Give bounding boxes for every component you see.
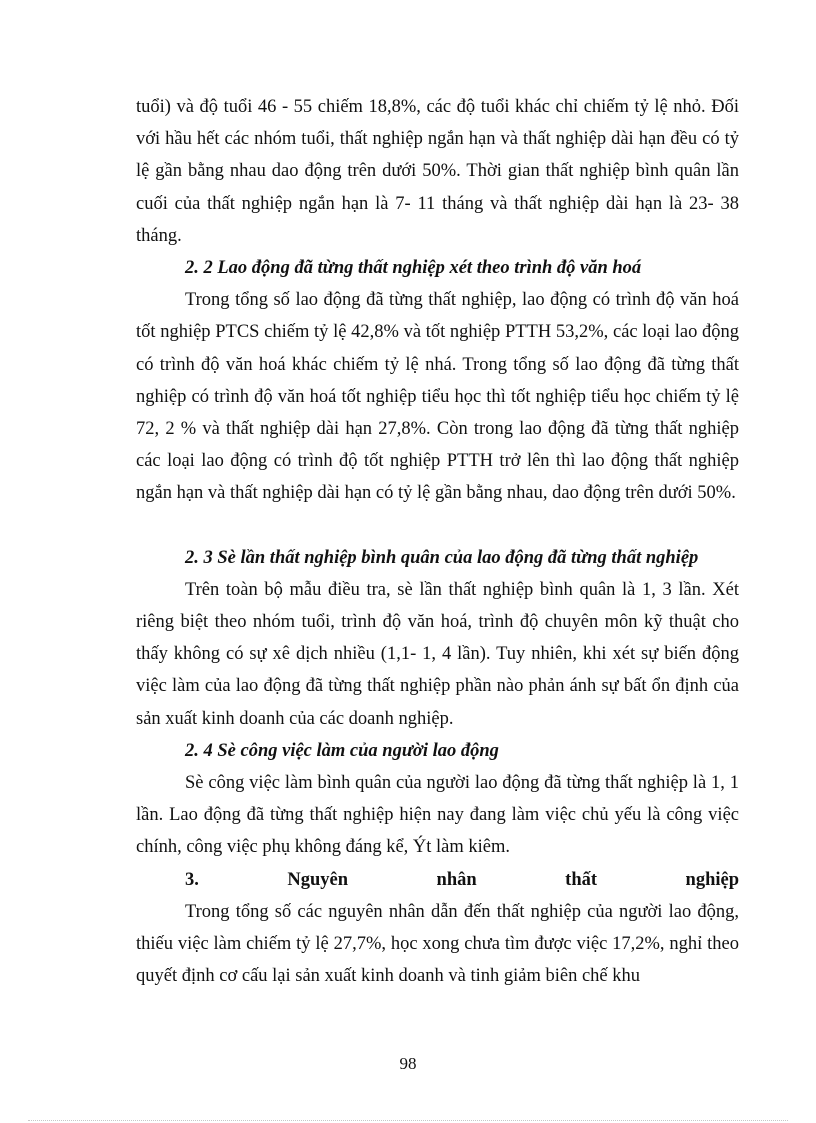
paragraph-unemployment-causes: Trong tổng số các nguyên nhân dẫn đến thất nghiệp của người lao động, thiếu việc làm chiếm tỷ lệ 27,7%, học xong chưa tìm được việc 17,2%, nghỉ theo quyết định cơ cấu lại sản xuất kinh doanh và tinh giảm biên chế khu [136,901,739,987]
section-heading-2-4: 2. 4 Sè công việc làm của người lao động [185,740,499,761]
page-body [136,91,739,992]
paragraph-unemployment-frequency: Trên toàn bộ mẫu điều tra, sè lần thất nghiệp bình quân là 1, 3 lần. Xét riêng biệt theo nhóm tuổi, trình độ văn hoá, trình độ chuyên môn kỹ thuật cho thấy không có sự xê dịch nhiều (1,1- 1, 4 lần). Tuy nhiên, khi xét sự biến động việc làm của lao động đã từng thất nghiệp phần nào phản ánh sự bất ổn định của sản xuất kinh doanh của các doanh nghiệp. [136,579,739,729]
paragraph-job-count: Sè công việc làm bình quân của người lao động đã từng thất nghiệp là 1, 1 lần. Lao động đã từng thất nghiệp hiện nay đang làm việc chủ yếu là công việc chính, công việc phụ không đáng kể, Ýt làm kiêm. [136,773,739,858]
section-heading-2-2: 2. 2 Lao động đã từng thất nghiệp xét theo trình độ văn hoá [185,258,642,279]
page-bottom-divider [28,1120,788,1121]
blank-line [136,510,739,542]
section-heading-2-3: 2. 3 Sè lần thất nghiệp bình quân của lao động đã từng thất nghiệp [185,547,699,568]
page-number: 98 [399,1054,417,1073]
paragraph-age-unemployment: tuổi) và độ tuổi 46 - 55 chiếm 18,8%, các độ tuổi khác chỉ chiếm tỷ lệ nhỏ. Đối với hầu hết các nhóm tuổi, thất nghiệp ngắn hạn và thất nghiệp dài hạn đều có tỷ lệ gần bằng nhau dao động trên dưới 50%. Thời gian thất nghiệp bình quân lần cuối của thất nghiệp ngắn hạn là 7- 11 tháng và thất nghiệp dài hạn là 23- 38 tháng. [136,97,739,246]
section-heading-3: 3. Nguyên nhân thất nghiệp [185,869,739,890]
paragraph-education-level: Trong tổng số lao động đã từng thất nghiệp, lao động có trình độ văn hoá tốt nghiệp PTCS chiếm tỷ lệ 42,8% và tốt nghiệp PTTH 53,2%, các loại lao động có trình độ văn hoá khác chiếm tỷ lệ nhá. Trong tổng số lao động đã từng thất nghiệp có trình độ văn hoá tốt nghiệp tiểu học thì tốt nghiệp tiểu học chiếm tỷ lệ 72, 2 % và thất nghiệp dài hạn 27,8%. Còn trong lao động đã từng thất nghiệp các loại lao động có trình độ tốt nghiệp PTTH trở lên thì lao động thất nghiệp ngắn hạn và thất nghiệp dài hạn có tỷ lệ gần bằng nhau, dao động trên dưới 50%. [136,290,739,504]
